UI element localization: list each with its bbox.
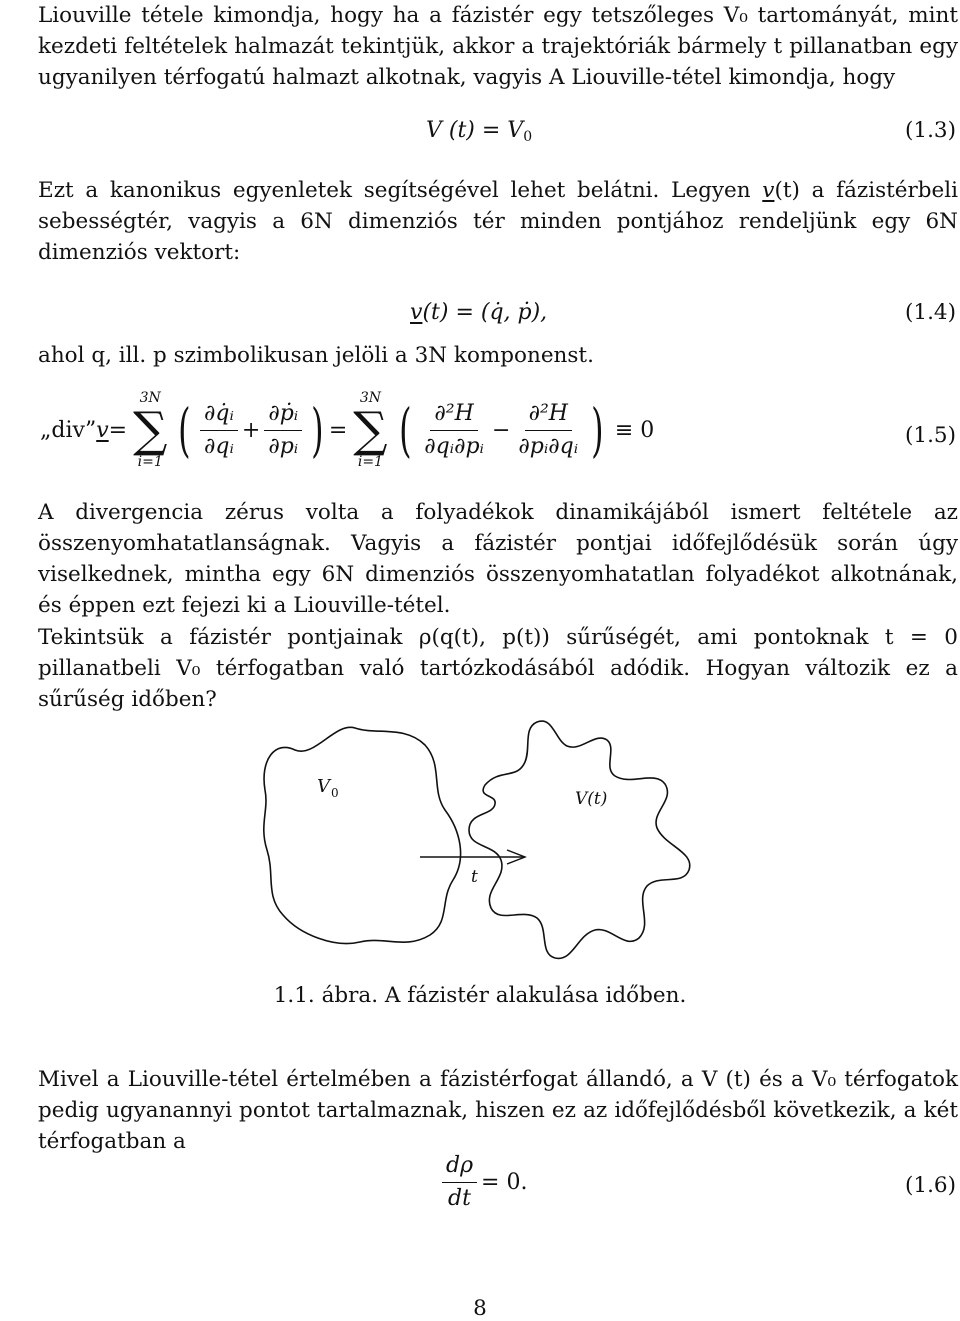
label-vt: V(t): [575, 789, 608, 809]
eq15-sum-2: [353, 390, 387, 470]
sum2-sigma-icon: ∑: [353, 402, 388, 458]
figure-caption: 1.1. ábra. A fázistér alakulása időben.: [273, 983, 687, 1008]
frac-1: [200, 400, 238, 461]
frac3-num: ∂²H: [430, 400, 477, 431]
eq15-eq2: =: [328, 417, 348, 443]
eq15-v: v: [96, 417, 109, 443]
frac1-num: ∂q̇ᵢ: [200, 400, 238, 431]
paragraph-velocity-field: [38, 175, 958, 268]
equation-1-6: [438, 1152, 527, 1213]
equation-1-3: [426, 118, 532, 143]
p2-part-a: Ezt a kanonikus egyenletek segítségével lehet belátni. Legyen: [38, 178, 763, 203]
eq16-den: dt: [448, 1186, 471, 1211]
frac4-den: ∂pᵢ∂qᵢ: [518, 433, 579, 459]
frac-4: [514, 400, 582, 461]
eq15-lhs: „div”: [40, 417, 97, 443]
eq16-num: dρ: [442, 1152, 477, 1183]
p2-part-b: a fázistérbeli sebességtér, vagyis a 6N dimenziós tér minden pontjához rendeljünk egy 6N dimenziós vektort:: [38, 178, 958, 265]
eq15-minus: −: [491, 417, 511, 443]
right-paren-icon: ): [311, 396, 324, 464]
eq15-plus: +: [241, 417, 261, 443]
eq14-v: v: [410, 300, 423, 325]
frac1-den: ∂qᵢ: [203, 433, 234, 459]
equation-number-1-3: (1.3): [905, 118, 956, 143]
paragraph-density: Tekintsük a fázistér pontjainak ρ(q(t), p(t)) sűrűségét, ami pontoknak t = 0 pillanatbeli V₀ térfogatban való tartózkodásából adódik. Hogyan változik ez a sűrűség időben?: [38, 625, 958, 712]
paragraph-divergence: A divergencia zérus volta a folyadékok dinamikájából ismert feltétele az összenyomhatatlanságnak. Vagyis a fázistér pontjai időfejlődésük során úgy viselkednek, mintha egy 6N dimenziós összenyomhatatlan folyadékot alkotnának, és éppen ezt fejezi ki a Liouville-tétel.: [38, 500, 958, 618]
label-arrow-t: t: [471, 867, 478, 887]
label-v0: V: [317, 776, 330, 797]
v0-region-shape: [264, 727, 461, 943]
frac-drho-dt: [442, 1152, 477, 1213]
frac2-den: ∂pᵢ: [268, 433, 299, 459]
eq13-sub: 0: [523, 129, 533, 145]
eq13-lhs: V (t) = V: [426, 118, 524, 143]
sum1-sigma-icon: ∑: [133, 402, 168, 458]
inline-v-arg: (t): [774, 178, 800, 203]
sum2-top: 3N: [359, 390, 381, 406]
frac2-num: ∂ṗᵢ: [264, 400, 302, 431]
sum1-top: 3N: [139, 390, 161, 406]
sum2-bottom: i=1: [357, 454, 383, 470]
paragraph-liouville-intro: Liouville tétele kimondja, hogy ha a fázistér egy tetszőleges V₀ tartományát, mint kezdeti feltételek halmazát tekintjük, akkor a trajektóriák bármely t pillanatban egy ugyanilyen térfogatú halmazt alkotnak, vagyis A Liouville-tétel kimondja, hogy: [38, 3, 958, 90]
equation-number-1-6: (1.6): [905, 1173, 956, 1198]
phase-space-figure: [255, 710, 715, 970]
frac4-num: ∂²H: [525, 400, 572, 431]
eq15-sum-1: [133, 390, 167, 470]
frac-3: [420, 400, 488, 461]
left-paren-2-icon: (: [398, 396, 412, 464]
vt-region-shape: [469, 721, 690, 958]
page-number: 8: [473, 1296, 487, 1321]
label-v0-sub: 0: [331, 786, 339, 800]
phase-space-diagram: [255, 710, 715, 970]
left-paren-icon: (: [178, 396, 191, 464]
eq15-eq: =: [108, 417, 128, 443]
right-paren-2-icon: ): [591, 396, 604, 464]
frac3-den: ∂qᵢ∂pᵢ: [424, 433, 484, 459]
equation-1-5: [40, 390, 654, 470]
paragraph-conclusion: Mivel a Liouville-tétel értelmében a fázistérfogat állandó, a V (t) és a V₀ térfogatok pedig ugyanannyi pontot tartalmaznak, hiszen ez az időfejlődésből következik, a két térfogatban a: [38, 1067, 958, 1154]
eq16-rhs: = 0.: [481, 1170, 528, 1195]
eq14-rest: (t) = (q̇, ṗ),: [422, 300, 548, 325]
sum1-bottom: i=1: [137, 454, 163, 470]
eq15-rhs: ≡ 0: [614, 417, 655, 443]
paragraph-components: ahol q, ill. p szimbolikusan jelöli a 3N komponenst.: [38, 343, 594, 368]
equation-number-1-4: (1.4): [905, 300, 956, 325]
equation-number-1-5: (1.5): [905, 423, 956, 448]
equation-1-4: [410, 300, 547, 325]
frac-2: [264, 400, 302, 461]
inline-v-symbol: v: [762, 178, 775, 203]
